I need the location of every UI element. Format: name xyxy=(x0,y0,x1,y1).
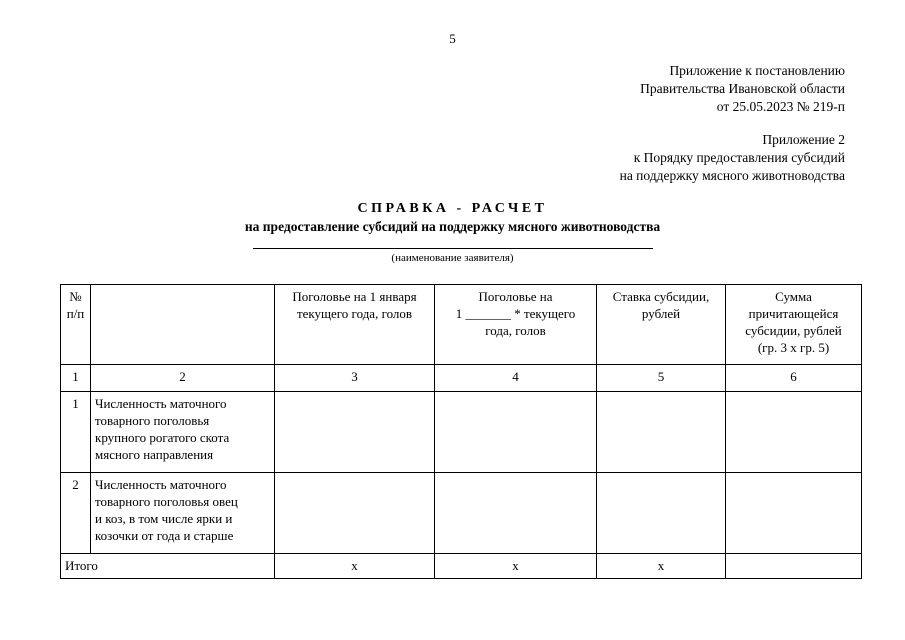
header-sum-line-4: (гр. 3 х гр. 5) xyxy=(757,340,830,355)
row-name-line-3: и коз, в том числе ярки и xyxy=(95,511,233,526)
table-total-row xyxy=(61,554,862,579)
row-name xyxy=(91,392,275,473)
row-name xyxy=(91,473,275,554)
header-herd-jan1 xyxy=(275,285,435,365)
row-cell-6 xyxy=(726,473,862,554)
column-number-4: 4 xyxy=(435,365,597,392)
row-name-line-4: мясного направления xyxy=(95,447,214,462)
table-row-sheep-goats xyxy=(61,473,862,554)
row-num: 1 xyxy=(61,392,91,473)
header-rate-line-2: рублей xyxy=(641,306,681,321)
document-title: СПРАВКА - РАСЧЕТ xyxy=(357,201,548,216)
header-num-line-2: п/п xyxy=(66,306,85,321)
header-rate-line-1: Ставка субсидии, xyxy=(612,289,710,304)
row-name-line-2: товарного поголовья овец xyxy=(95,494,238,509)
header-num xyxy=(61,285,91,365)
calculation-table xyxy=(60,284,862,579)
row-name-line-3: крупного рогатого скота xyxy=(95,430,230,445)
header-herd-date-line-3: года, голов xyxy=(485,323,546,338)
row-cell-5 xyxy=(597,473,726,554)
header-name xyxy=(91,285,275,365)
page-number: 5 xyxy=(449,31,456,46)
row-cell-4 xyxy=(435,392,597,473)
row-cell-5 xyxy=(597,392,726,473)
total-cell-4: х xyxy=(435,554,597,579)
column-number-1: 1 xyxy=(61,365,91,392)
header-herd-jan1-line-1: Поголовье на 1 января xyxy=(292,289,417,304)
header-herd-date xyxy=(435,285,597,365)
appendix-decree-line-2: Правительства Ивановской области xyxy=(640,81,845,96)
column-number-2: 2 xyxy=(91,365,275,392)
header-sum xyxy=(726,285,862,365)
appendix-decree-line-3: от 25.05.2023 № 219-п xyxy=(716,99,845,114)
applicant-name-caption: (наименование заявителя) xyxy=(391,252,514,264)
total-cell-6 xyxy=(726,554,862,579)
column-number-3: 3 xyxy=(275,365,435,392)
table-row-cattle xyxy=(61,392,862,473)
header-sum-line-1: Сумма xyxy=(775,289,812,304)
column-number-6: 6 xyxy=(726,365,862,392)
row-name-line-2: товарного поголовья xyxy=(95,413,210,428)
header-sum-line-2: причитающейся xyxy=(748,306,839,321)
row-cell-4 xyxy=(435,473,597,554)
appendix-decree-line-1: Приложение к постановлению xyxy=(669,63,845,78)
appendix-order-line-2: к Порядку предоставления субсидий xyxy=(633,150,845,165)
header-herd-date-line-2: 1 _______ * текущего xyxy=(455,306,576,321)
header-rate xyxy=(597,285,726,365)
row-name-line-1: Численность маточного xyxy=(95,477,227,492)
row-cell-6 xyxy=(726,392,862,473)
column-number-5: 5 xyxy=(597,365,726,392)
row-name-line-4: козочки от года и старше xyxy=(95,528,234,543)
applicant-name-line xyxy=(253,248,653,249)
header-num-line-1: № xyxy=(69,289,82,304)
document-subtitle: на предоставление субсидий на поддержку мясного животноводства xyxy=(244,219,661,234)
appendix-order-line-3: на поддержку мясного животноводства xyxy=(619,168,845,183)
total-cell-5: х xyxy=(597,554,726,579)
total-cell-3: х xyxy=(275,554,435,579)
table-header-row xyxy=(61,285,862,365)
header-herd-date-line-1: Поголовье на xyxy=(478,289,553,304)
row-cell-3 xyxy=(275,473,435,554)
row-num: 2 xyxy=(61,473,91,554)
header-herd-jan1-line-2: текущего года, голов xyxy=(296,306,413,321)
appendix-decree-block xyxy=(640,62,845,116)
total-label: Итого xyxy=(61,554,275,579)
column-number-row xyxy=(61,365,862,392)
row-name-line-1: Численность маточного xyxy=(95,396,227,411)
row-cell-3 xyxy=(275,392,435,473)
header-sum-line-3: субсидии, рублей xyxy=(745,323,842,338)
appendix-order-block xyxy=(620,131,845,185)
appendix-order-line-1: Приложение 2 xyxy=(762,132,845,147)
